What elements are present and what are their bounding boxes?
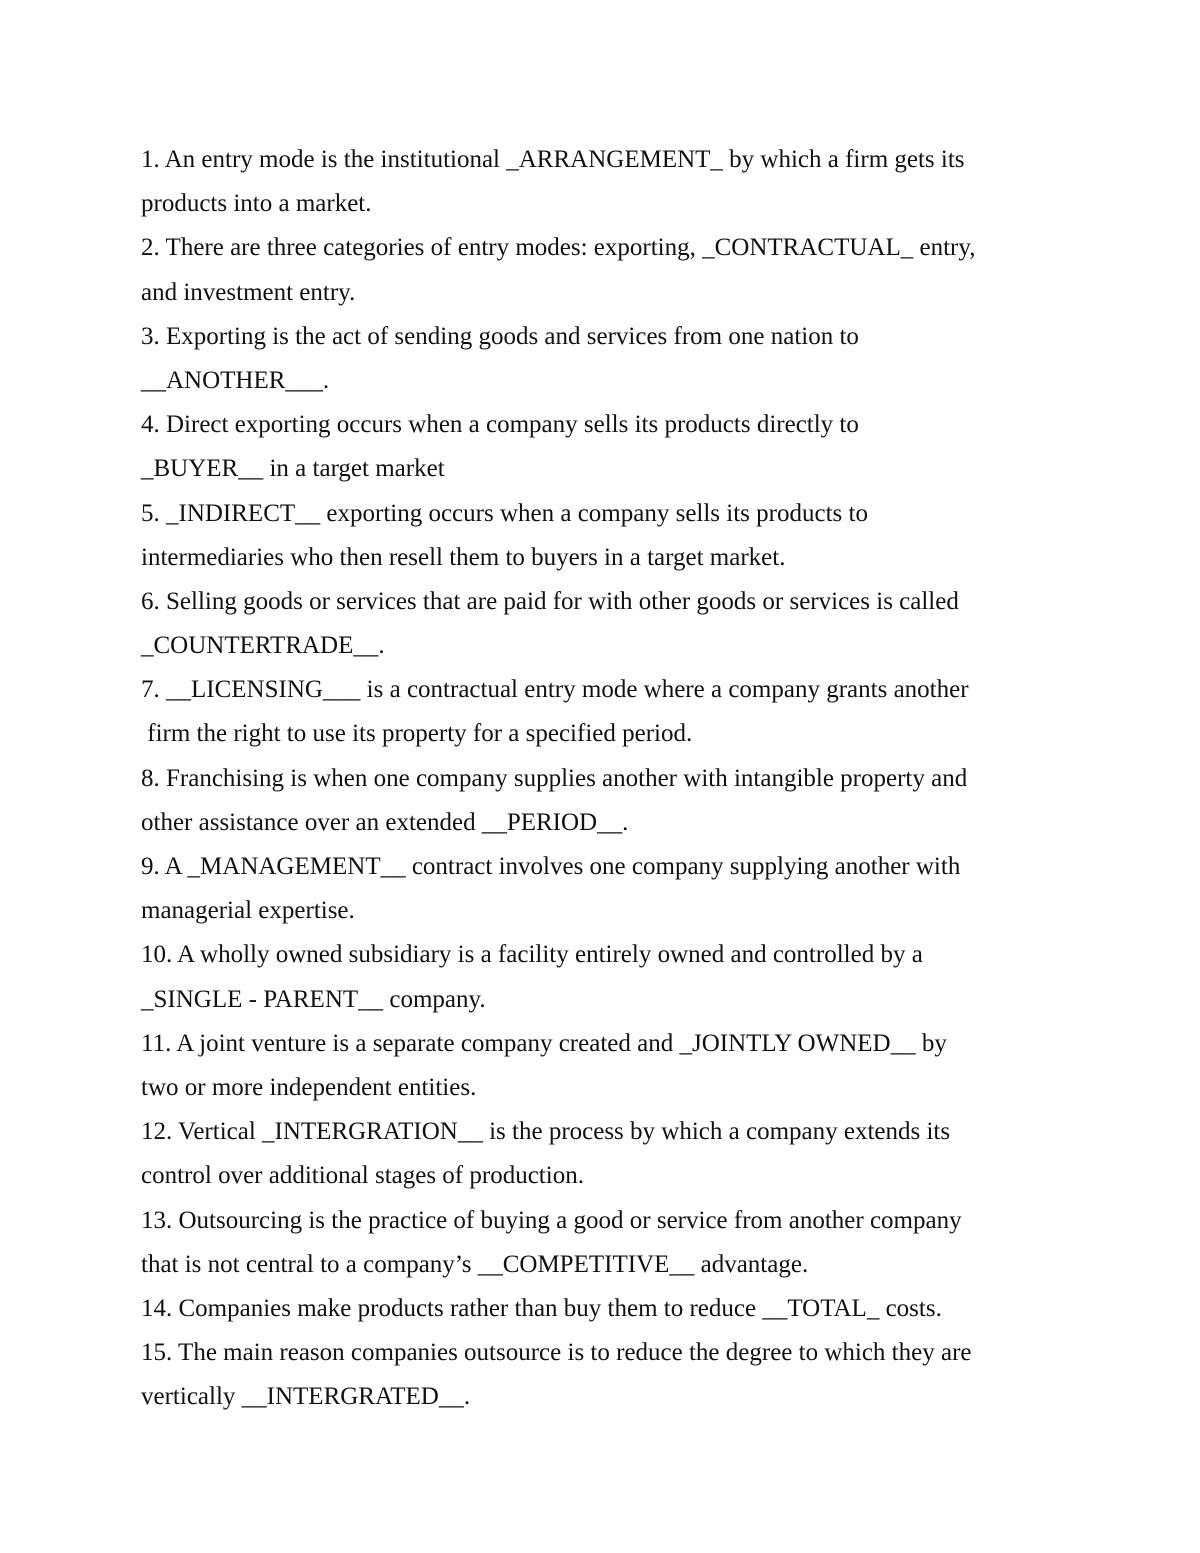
text-line-11: 6. Selling goods or services that are paid for with other goods or services is called	[141, 587, 959, 615]
text-line-23: 12. Vertical _INTERGRATION__ is the process by which a company extends its	[141, 1118, 951, 1146]
text-line-12: _COUNTERTRADE__.	[141, 632, 385, 660]
text-line-16: other assistance over an extended __PERIOD__.	[141, 808, 629, 836]
document-body	[141, 138, 1071, 1419]
text-line-27: 14. Companies make products rather than buy them to reduce __TOTAL_ costs.	[141, 1294, 942, 1322]
text-line-15: 8. Franchising is when one company supplies another with intangible property and	[141, 764, 968, 792]
text-line-5: 3. Exporting is the act of sending goods and services from one nation to	[141, 322, 859, 350]
text-line-8: _BUYER__ in a target market	[141, 455, 445, 483]
text-line-2: products into a market.	[141, 190, 372, 218]
text-line-13: 7. __LICENSING___ is a contractual entry mode where a company grants another	[141, 676, 969, 704]
text-line-7: 4. Direct exporting occurs when a company sells its products directly to	[141, 411, 859, 439]
text-line-14: firm the right to use its property for a specified period.	[141, 720, 693, 748]
text-line-28: 15. The main reason companies outsource is to reduce the degree to which they are	[141, 1339, 972, 1367]
text-line-29: vertically __INTERGRATED__.	[141, 1383, 471, 1411]
text-line-17: 9. A _MANAGEMENT__ contract involves one company supplying another with	[141, 853, 961, 880]
text-line-1: 1. An entry mode is the institutional _ARRANGEMENT_ by which a firm gets its	[141, 146, 965, 173]
text-line-10: intermediaries who then resell them to buyers in a target market.	[141, 543, 786, 571]
text-line-24: control over additional stages of production.	[141, 1162, 584, 1190]
text-line-20: _SINGLE - PARENT__ company.	[141, 985, 486, 1013]
text-line-9: 5. _INDIRECT__ exporting occurs when a company sells its products to	[141, 499, 868, 527]
text-line-4: and investment entry.	[141, 278, 356, 306]
text-line-18: managerial expertise.	[141, 897, 355, 925]
text-line-22: two or more independent entities.	[141, 1073, 477, 1101]
text-line-6: __ANOTHER___.	[141, 366, 330, 394]
text-line-26: that is not central to a company’s __COMPETITIVE__ advantage.	[141, 1250, 809, 1278]
text-line-3: 2. There are three categories of entry modes: exporting, _CONTRACTUAL_ entry,	[141, 234, 976, 262]
text-line-19: 10. A wholly owned subsidiary is a facility entirely owned and controlled by a	[141, 941, 923, 969]
text-line-21: 11. A joint venture is a separate company created and _JOINTLY OWNED__ by	[141, 1029, 947, 1057]
text-line-25: 13. Outsourcing is the practice of buying a good or service from another company	[141, 1206, 962, 1234]
